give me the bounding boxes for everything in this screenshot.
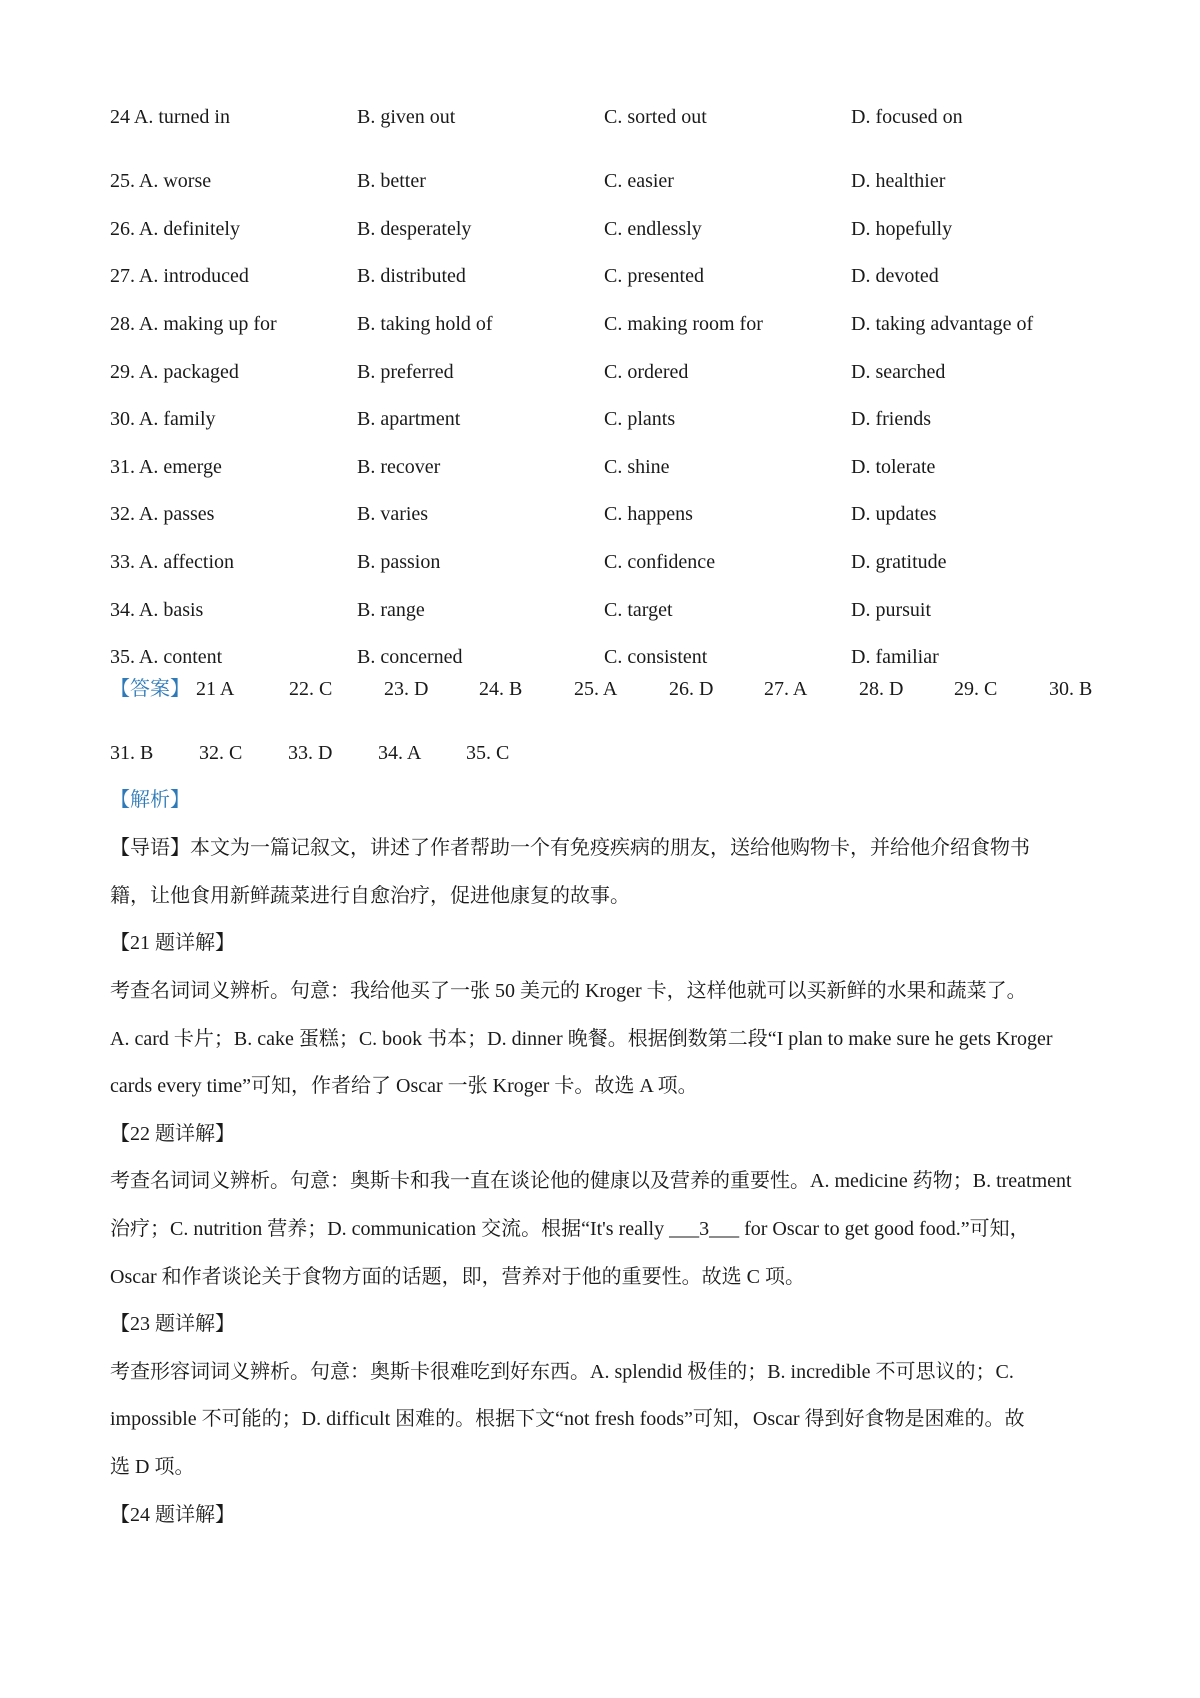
- option-b: B. range: [357, 599, 425, 621]
- option-row: [0, 452, 1200, 482]
- answer-item: 22. C: [289, 678, 333, 700]
- option-a: 26. A. definitely: [110, 218, 240, 240]
- option-d: D. familiar: [851, 646, 939, 668]
- option-d: D. tolerate: [851, 456, 936, 478]
- option-a: 27. A. introduced: [110, 265, 249, 287]
- option-row: [0, 166, 1200, 196]
- q22-heading: 【22 题详解】: [110, 1123, 235, 1145]
- option-d: D. updates: [851, 503, 937, 525]
- option-c: C. making room for: [604, 313, 763, 335]
- answer-item: 30. B: [1049, 678, 1093, 700]
- option-b: B. apartment: [357, 408, 461, 430]
- option-a: 28. A. making up for: [110, 313, 277, 335]
- option-row: [0, 499, 1200, 529]
- q23-line: 考查形容词词义辨析。句意：奥斯卡很难吃到好东西。A. splendid 极佳的；B. incredible 不可思议的；C.: [110, 1361, 1014, 1383]
- intro-line: 【导语】本文为一篇记叙文，讲述了作者帮助一个有免疫疾病的朋友，送给他购物卡，并给他介绍食物书: [110, 837, 1030, 859]
- answer-item: 28. D: [859, 678, 904, 700]
- option-d: D. pursuit: [851, 599, 931, 621]
- q21-line: A. card 卡片；B. cake 蛋糕；C. book 书本；D. dinner 晚餐。根据倒数第二段“I plan to make sure he gets Kroger: [110, 1028, 1053, 1050]
- option-c: C. easier: [604, 170, 674, 192]
- option-c: C. plants: [604, 408, 676, 430]
- answer-item: 31. B: [110, 742, 154, 764]
- answer-row-2: [0, 738, 1200, 768]
- option-b: B. given out: [357, 106, 456, 128]
- analysis-label: 【解析】: [110, 789, 190, 811]
- q22-line: Oscar 和作者谈论关于食物方面的话题，即，营养对于他的重要性。故选 C 项。: [110, 1266, 805, 1288]
- option-b: B. varies: [357, 503, 429, 525]
- option-b: B. better: [357, 170, 426, 192]
- option-row: [0, 595, 1200, 625]
- answer-item: 26. D: [669, 678, 714, 700]
- option-c: C. target: [604, 599, 673, 621]
- option-row: [0, 261, 1200, 291]
- option-b: B. passion: [357, 551, 441, 573]
- option-a: 30. A. family: [110, 408, 216, 430]
- option-d: D. devoted: [851, 265, 939, 287]
- intro-line: 籍，让他食用新鲜蔬菜进行自愈治疗，促进他康复的故事。: [110, 885, 630, 907]
- option-a: 34. A. basis: [110, 599, 204, 621]
- option-a: 31. A. emerge: [110, 456, 222, 478]
- option-d: D. searched: [851, 361, 946, 383]
- answer-item: 32. C: [199, 742, 243, 764]
- option-d: D. focused on: [851, 106, 963, 128]
- option-b: B. preferred: [357, 361, 454, 383]
- answer-item: 33. D: [288, 742, 333, 764]
- option-d: D. healthier: [851, 170, 946, 192]
- answer-item: 24. B: [479, 678, 523, 700]
- option-c: C. presented: [604, 265, 704, 287]
- option-d: D. taking advantage of: [851, 313, 1034, 335]
- option-row: [0, 102, 1200, 132]
- option-d: D. friends: [851, 408, 931, 430]
- option-a: 32. A. passes: [110, 503, 215, 525]
- option-b: B. desperately: [357, 218, 472, 240]
- q24-heading: 【24 题详解】: [110, 1504, 235, 1526]
- answer-label: 【答案】: [110, 678, 190, 700]
- q21-heading: 【21 题详解】: [110, 932, 235, 954]
- option-b: B. distributed: [357, 265, 466, 287]
- answer-item: 21 A: [196, 678, 235, 700]
- answer-item: 35. C: [466, 742, 510, 764]
- option-row: [0, 404, 1200, 434]
- option-b: B. concerned: [357, 646, 463, 668]
- option-row: [0, 214, 1200, 244]
- option-d: D. hopefully: [851, 218, 953, 240]
- answer-item: 23. D: [384, 678, 429, 700]
- q23-heading: 【23 题详解】: [110, 1313, 235, 1335]
- option-a: 24 A. turned in: [110, 106, 230, 128]
- q23-line: 选 D 项。: [110, 1456, 195, 1478]
- option-a: 25. A. worse: [110, 170, 212, 192]
- q21-line: cards every time”可知，作者给了 Oscar 一张 Kroger 卡。故选 A 项。: [110, 1075, 698, 1097]
- answer-item: 34. A: [378, 742, 422, 764]
- q22-line: 治疗；C. nutrition 营养；D. communication 交流。根据“It's really ___3___ for Oscar to get good food.”可知，: [110, 1218, 1030, 1240]
- option-row: [0, 547, 1200, 577]
- q23-line: impossible 不可能的；D. difficult 困难的。根据下文“not fresh foods”可知，Oscar 得到好食物是困难的。故: [110, 1408, 1025, 1430]
- option-c: C. confidence: [604, 551, 716, 573]
- answer-item: 27. A: [764, 678, 808, 700]
- option-c: C. endlessly: [604, 218, 702, 240]
- q21-line: 考查名词词义辨析。句意：我给他买了一张 50 美元的 Kroger 卡，这样他就可以买新鲜的水果和蔬菜了。: [110, 980, 1027, 1002]
- option-d: D. gratitude: [851, 551, 947, 573]
- option-a: 35. A. content: [110, 646, 223, 668]
- option-c: C. ordered: [604, 361, 689, 383]
- option-c: C. happens: [604, 503, 693, 525]
- option-c: C. shine: [604, 456, 670, 478]
- answer-row-1: [0, 674, 1200, 704]
- q22-line: 考查名词词义辨析。句意：奥斯卡和我一直在谈论他的健康以及营养的重要性。A. medicine 药物；B. treatment: [110, 1170, 1072, 1192]
- option-a: 29. A. packaged: [110, 361, 239, 383]
- option-a: 33. A. affection: [110, 551, 235, 573]
- option-row: [0, 357, 1200, 387]
- option-c: C. consistent: [604, 646, 708, 668]
- answer-item: 25. A: [574, 678, 618, 700]
- option-row: [0, 642, 1200, 672]
- option-c: C. sorted out: [604, 106, 707, 128]
- option-b: B. taking hold of: [357, 313, 493, 335]
- option-b: B. recover: [357, 456, 441, 478]
- answer-item: 29. C: [954, 678, 998, 700]
- option-row: [0, 309, 1200, 339]
